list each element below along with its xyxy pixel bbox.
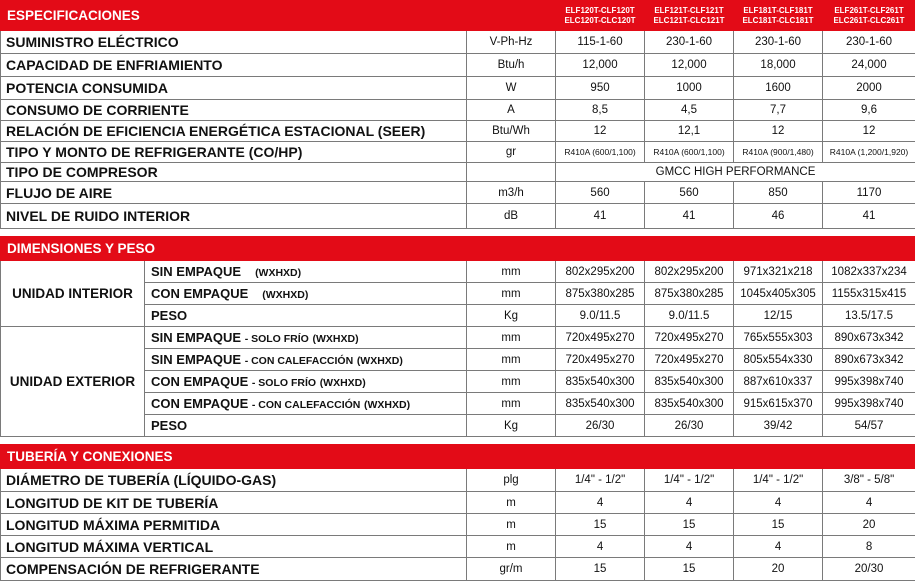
row-label: DIÁMETRO DE TUBERÍA (LÍQUIDO-GAS) — [1, 469, 467, 492]
model-header: ELF181T-CLF181T ELC181T-CLC181T — [734, 1, 823, 31]
section-row — [1, 237, 915, 261]
dim-row — [1, 327, 915, 349]
value-cell: 720x495x270 — [645, 327, 734, 349]
row-label: SUMINISTRO ELÉCTRICO — [1, 31, 467, 54]
spacer-row — [1, 437, 915, 445]
value-cell: 46 — [734, 204, 823, 229]
value-cell: 12/15 — [734, 305, 823, 327]
value-cell: 230-1-60 — [734, 31, 823, 54]
unit-cell: mm — [467, 393, 556, 415]
spec-row — [1, 31, 915, 54]
spec-row — [1, 121, 915, 142]
dim-label: PESO — [145, 415, 467, 437]
spec-row — [1, 100, 915, 121]
group-label-outdoor: UNIDAD EXTERIOR — [1, 327, 145, 437]
value-cell: 26/30 — [645, 415, 734, 437]
value-cell: 1082x337x234 — [823, 261, 915, 283]
value-cell: 1045x405x305 — [734, 283, 823, 305]
value-cell: R410A (900/1,480) — [734, 142, 823, 163]
unit-cell: V-Ph-Hz — [467, 31, 556, 54]
row-label: TIPO DE COMPRESOR — [1, 163, 467, 182]
unit-cell: gr — [467, 142, 556, 163]
section-title-dimensiones: DIMENSIONES Y PESO — [1, 237, 915, 261]
spec-row — [1, 142, 915, 163]
value-cell: 15 — [734, 514, 823, 536]
unit-cell: plg — [467, 469, 556, 492]
value-cell: 41 — [645, 204, 734, 229]
value-cell: 230-1-60 — [823, 31, 915, 54]
row-label: CAPACIDAD DE ENFRIAMIENTO — [1, 54, 467, 77]
value-cell: 12 — [734, 121, 823, 142]
value-cell: 9,6 — [823, 100, 915, 121]
value-cell: 1000 — [645, 77, 734, 100]
value-cell: 12,1 — [645, 121, 734, 142]
value-cell: 4,5 — [645, 100, 734, 121]
value-cell: 13.5/17.5 — [823, 305, 915, 327]
value-cell: 1170 — [823, 182, 915, 204]
value-cell: 875x380x285 — [645, 283, 734, 305]
value-cell: 1/4" - 1/2" — [645, 469, 734, 492]
spec-row — [1, 204, 915, 229]
model-header: ELF261T-CLF261T ELC261T-CLC261T — [823, 1, 915, 31]
value-cell: 915x615x370 — [734, 393, 823, 415]
row-label: RELACIÓN DE EFICIENCIA ENERGÉTICA ESTACIONAL (SEER) — [1, 121, 467, 142]
dim-label: PESO — [145, 305, 467, 327]
value-cell: 4 — [823, 492, 915, 514]
value-cell: 20/30 — [823, 558, 915, 581]
value-cell: 15 — [556, 558, 645, 581]
value-cell: 18,000 — [734, 54, 823, 77]
unit-cell: Btu/h — [467, 54, 556, 77]
value-cell: 9.0/11.5 — [556, 305, 645, 327]
value-cell: R410A (1,200/1,920) — [823, 142, 915, 163]
spec-row — [1, 77, 915, 100]
section-title-tuberia: TUBERÍA Y CONEXIONES — [1, 445, 915, 469]
value-cell: R410A (600/1,100) — [645, 142, 734, 163]
value-cell: 890x673x342 — [823, 327, 915, 349]
value-cell: 995x398x740 — [823, 393, 915, 415]
value-cell: 835x540x300 — [556, 371, 645, 393]
row-label: FLUJO DE AIRE — [1, 182, 467, 204]
value-cell: 15 — [645, 514, 734, 536]
pipe-row — [1, 469, 915, 492]
value-cell: 115-1-60 — [556, 31, 645, 54]
section-title-especificaciones: ESPECIFICACIONES — [1, 1, 556, 31]
value-cell: 835x540x300 — [645, 371, 734, 393]
value-cell: 24,000 — [823, 54, 915, 77]
model-header: ELF120T-CLF120T ELC120T-CLC120T — [556, 1, 645, 31]
value-cell: 7,7 — [734, 100, 823, 121]
value-cell: 4 — [645, 492, 734, 514]
value-cell: 1600 — [734, 77, 823, 100]
value-cell: 765x555x303 — [734, 327, 823, 349]
unit-cell: gr/m — [467, 558, 556, 581]
value-cell: 560 — [645, 182, 734, 204]
value-cell: 887x610x337 — [734, 371, 823, 393]
value-cell: 4 — [734, 492, 823, 514]
unit-cell: A — [467, 100, 556, 121]
value-cell: 4 — [734, 536, 823, 558]
value-cell: 230-1-60 — [645, 31, 734, 54]
value-cell: R410A (600/1,100) — [556, 142, 645, 163]
unit-cell: mm — [467, 371, 556, 393]
value-cell: 41 — [556, 204, 645, 229]
value-cell: 835x540x300 — [556, 393, 645, 415]
value-cell: 835x540x300 — [645, 393, 734, 415]
value-cell: 2000 — [823, 77, 915, 100]
model-header: ELF121T-CLF121T ELC121T-CLC121T — [645, 1, 734, 31]
spec-row — [1, 54, 915, 77]
value-cell: 875x380x285 — [556, 283, 645, 305]
dim-label: CON EMPAQUE (WXHXD) — [145, 283, 467, 305]
value-cell: 720x495x270 — [556, 349, 645, 371]
value-cell: 8 — [823, 536, 915, 558]
dim-label: SIN EMPAQUE (WXHXD) — [145, 261, 467, 283]
unit-cell: mm — [467, 327, 556, 349]
value-cell: 54/57 — [823, 415, 915, 437]
dim-label: CON EMPAQUE - SOLO FRÍO (WXHXD) — [145, 371, 467, 393]
value-cell: 12,000 — [556, 54, 645, 77]
value-cell: 1/4" - 1/2" — [734, 469, 823, 492]
value-cell: 995x398x740 — [823, 371, 915, 393]
value-cell: 1/4" - 1/2" — [556, 469, 645, 492]
group-label-indoor: UNIDAD INTERIOR — [1, 261, 145, 327]
unit-cell: m — [467, 536, 556, 558]
value-cell: 3/8" - 5/8" — [823, 469, 915, 492]
unit-cell: Kg — [467, 415, 556, 437]
pipe-row — [1, 514, 915, 536]
value-cell: 850 — [734, 182, 823, 204]
value-cell: 15 — [645, 558, 734, 581]
unit-cell: m3/h — [467, 182, 556, 204]
unit-cell: W — [467, 77, 556, 100]
unit-cell: mm — [467, 349, 556, 371]
dim-label: CON EMPAQUE - CON CALEFACCIÓN (WXHXD) — [145, 393, 467, 415]
spec-row — [1, 163, 915, 182]
value-cell: 560 — [556, 182, 645, 204]
value-cell: 802x295x200 — [645, 261, 734, 283]
value-cell: 12 — [556, 121, 645, 142]
value-cell: 20 — [823, 514, 915, 536]
pipe-row — [1, 492, 915, 514]
unit-cell: dB — [467, 204, 556, 229]
pipe-row — [1, 536, 915, 558]
row-label: NIVEL DE RUIDO INTERIOR — [1, 204, 467, 229]
value-cell: 20 — [734, 558, 823, 581]
unit-cell: m — [467, 492, 556, 514]
dim-row — [1, 261, 915, 283]
dim-label: SIN EMPAQUE - SOLO FRÍO (WXHXD) — [145, 327, 467, 349]
value-cell: 4 — [556, 536, 645, 558]
dim-label: SIN EMPAQUE - CON CALEFACCIÓN (WXHXD) — [145, 349, 467, 371]
value-cell: 4 — [556, 492, 645, 514]
value-cell: 802x295x200 — [556, 261, 645, 283]
value-cell: 720x495x270 — [645, 349, 734, 371]
row-label: COMPENSACIÓN DE REFRIGERANTE — [1, 558, 467, 581]
row-label: CONSUMO DE CORRIENTE — [1, 100, 467, 121]
value-cell: 4 — [645, 536, 734, 558]
spacer-row — [1, 229, 915, 237]
spec-row — [1, 182, 915, 204]
value-cell: GMCC HIGH PERFORMANCE — [556, 163, 915, 182]
value-cell: 39/42 — [734, 415, 823, 437]
row-label: LONGITUD DE KIT DE TUBERÍA — [1, 492, 467, 514]
unit-cell: m — [467, 514, 556, 536]
unit-cell: mm — [467, 261, 556, 283]
unit-cell: Btu/Wh — [467, 121, 556, 142]
unit-cell: Kg — [467, 305, 556, 327]
section-row — [1, 445, 915, 469]
pipe-row — [1, 558, 915, 581]
value-cell: 9.0/11.5 — [645, 305, 734, 327]
value-cell: 720x495x270 — [556, 327, 645, 349]
value-cell: 971x321x218 — [734, 261, 823, 283]
unit-cell — [467, 163, 556, 182]
value-cell: 950 — [556, 77, 645, 100]
value-cell: 15 — [556, 514, 645, 536]
value-cell: 41 — [823, 204, 915, 229]
row-label: LONGITUD MÁXIMA VERTICAL — [1, 536, 467, 558]
header-row — [1, 1, 915, 31]
value-cell: 805x554x330 — [734, 349, 823, 371]
row-label: TIPO Y MONTO DE REFRIGERANTE (CO/HP) — [1, 142, 467, 163]
row-label: POTENCIA CONSUMIDA — [1, 77, 467, 100]
value-cell: 26/30 — [556, 415, 645, 437]
value-cell: 1155x315x415 — [823, 283, 915, 305]
row-label: LONGITUD MÁXIMA PERMITIDA — [1, 514, 467, 536]
value-cell: 12,000 — [645, 54, 734, 77]
unit-cell: mm — [467, 283, 556, 305]
value-cell: 8,5 — [556, 100, 645, 121]
value-cell: 890x673x342 — [823, 349, 915, 371]
value-cell: 12 — [823, 121, 915, 142]
